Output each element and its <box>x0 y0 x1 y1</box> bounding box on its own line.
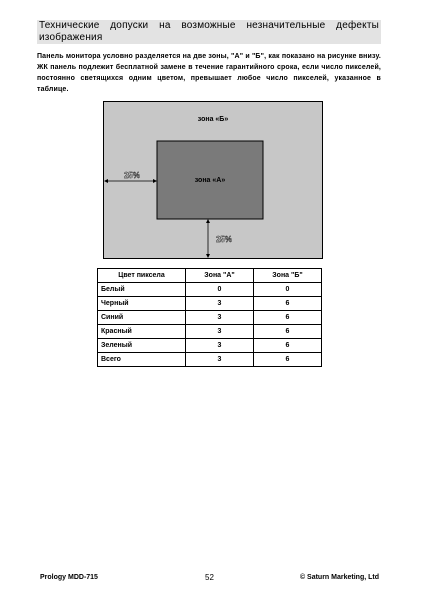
zone-b-cell: 6 <box>254 339 322 353</box>
header-zone-a: Зона "А" <box>186 269 254 283</box>
table-row <box>98 311 322 325</box>
header-zone-b: Зона "Б" <box>254 269 322 283</box>
table-row <box>98 297 322 311</box>
table-row <box>98 353 322 367</box>
table-header-row <box>98 269 322 283</box>
footer-copyright: © Saturn Marketing, Ltd <box>299 574 379 581</box>
table-row <box>98 325 322 339</box>
zone-a-cell: 3 <box>186 325 254 339</box>
zone-b-cell: 6 <box>254 353 322 367</box>
pixel-color-cell: Черный <box>98 297 186 311</box>
table-row <box>98 283 322 297</box>
zone-a-cell: 0 <box>186 283 254 297</box>
zone-a-cell: 3 <box>186 353 254 367</box>
header-pixel-color: Цвет пиксела <box>98 269 186 283</box>
zone-diagram <box>103 101 323 259</box>
bottom-margin-label: 25% <box>215 235 233 244</box>
zone-b-cell: 6 <box>254 297 322 311</box>
pixel-color-cell: Всего <box>98 353 186 367</box>
pixel-color-cell: Зеленый <box>98 339 186 353</box>
intro-paragraph: Панель монитора условно разделяется на две зоны, "А" и "Б", как показано на рисунке внизу. ЖК панель подлежит бесплатной замене в течение гарантийного срока, если число пикселей, постоянно светящихся одним цветом, превышает любое число пикселей, указанное в таблице. <box>37 53 381 93</box>
zone-b-cell: 0 <box>254 283 322 297</box>
side-margin-label: 25% <box>123 171 141 180</box>
zone-a-cell: 3 <box>186 339 254 353</box>
footer-page-number: 52 <box>205 573 214 582</box>
defects-table <box>97 268 322 367</box>
pixel-color-cell: Белый <box>98 283 186 297</box>
table-row <box>98 339 322 353</box>
zone-a-cell: 3 <box>186 311 254 325</box>
pixel-color-cell: Красный <box>98 325 186 339</box>
zone-b-cell: 6 <box>254 325 322 339</box>
zone-b-cell: 6 <box>254 311 322 325</box>
zone-a-cell: 3 <box>186 297 254 311</box>
zone-a-label: зона «А» <box>194 177 226 184</box>
pixel-color-cell: Синий <box>98 311 186 325</box>
section-title: Технические допуски на возможные незначительные дефекты изображения <box>39 20 379 43</box>
zone-b-label: зона «Б» <box>197 116 229 123</box>
footer-model: Prology MDD-715 <box>40 574 98 581</box>
